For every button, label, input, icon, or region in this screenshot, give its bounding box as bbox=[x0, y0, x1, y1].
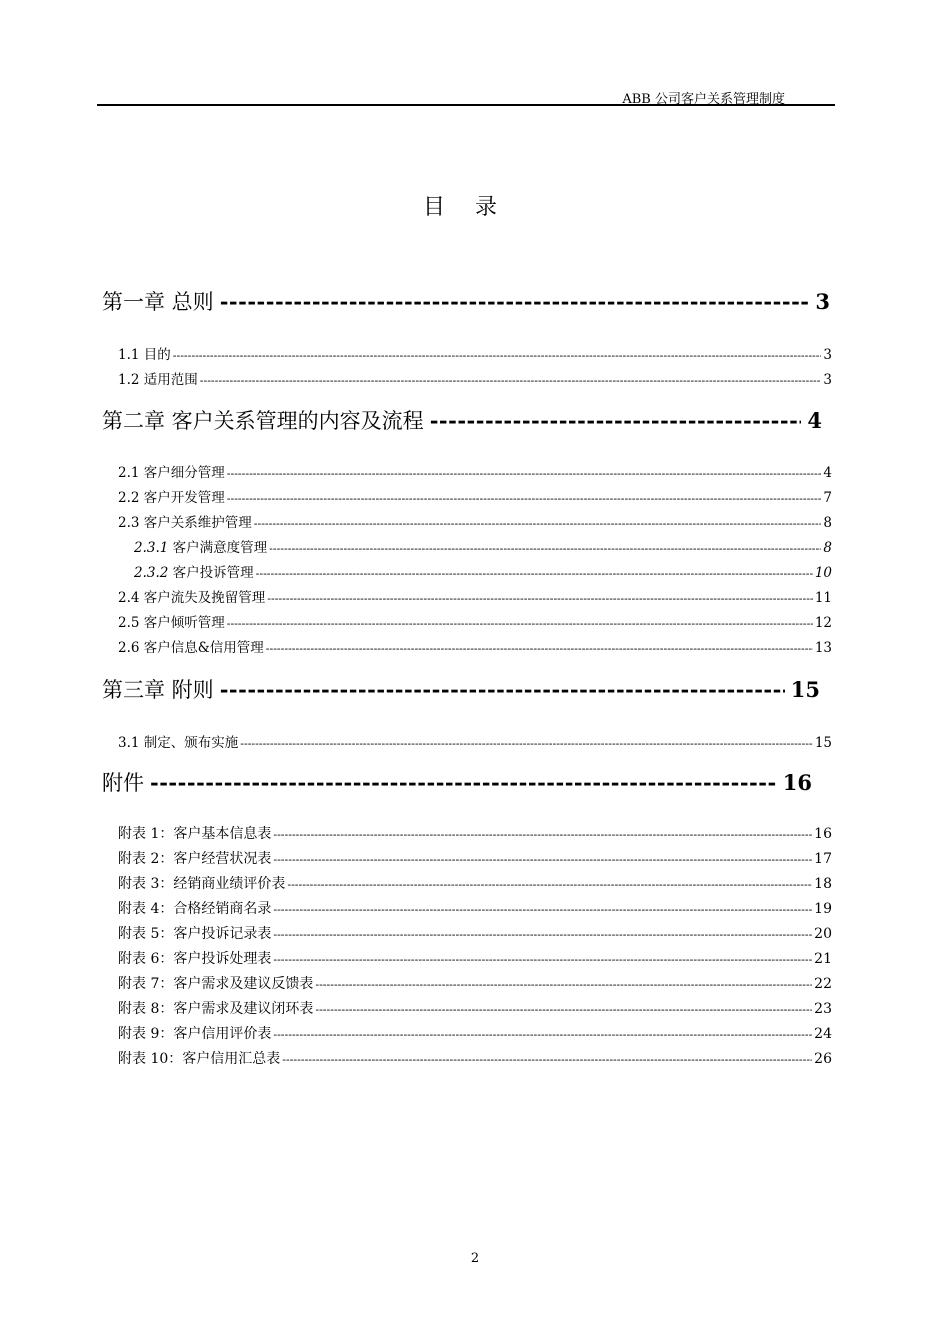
toc-page: 20 bbox=[814, 926, 832, 942]
toc-page: 11 bbox=[814, 590, 832, 606]
toc-section-label: 2.4 客户流失及挽留管理 bbox=[118, 590, 266, 606]
dot-leader bbox=[227, 492, 822, 505]
dot-leader bbox=[254, 517, 822, 530]
toc-chapter-label: 第三章 附则 bbox=[102, 678, 214, 702]
toc-page: 16 bbox=[782, 770, 812, 795]
toc-section-label: 1.2 适用范围 bbox=[118, 372, 198, 388]
toc-table-9[interactable] bbox=[118, 1023, 832, 1043]
toc-subsection-label: 客户投诉管理 bbox=[172, 565, 254, 581]
dot-leader bbox=[173, 349, 822, 362]
dot-leader bbox=[220, 289, 810, 314]
toc-section-2-4[interactable] bbox=[118, 586, 832, 606]
toc-table-label: 附表 9：客户信用评价表 bbox=[118, 1026, 272, 1042]
toc-section-label: 2.3 客户关系维护管理 bbox=[118, 515, 252, 531]
toc-subsection-2-3-2[interactable] bbox=[134, 561, 832, 581]
toc-section-label: 3.1 制定、颁布实施 bbox=[118, 735, 239, 751]
toc-table-2[interactable] bbox=[118, 848, 832, 868]
dot-leader bbox=[282, 1053, 812, 1066]
toc-table-label: 附表 8：客户需求及建议闭环表 bbox=[118, 1001, 314, 1017]
toc-page: 4 bbox=[823, 465, 832, 481]
toc-section-label: 2.6 客户信息&信用管理 bbox=[118, 640, 264, 656]
toc-section-2-6[interactable] bbox=[118, 636, 832, 656]
toc-table-label: 附表 3：经销商业绩评价表 bbox=[118, 876, 286, 892]
toc-page: 3 bbox=[823, 372, 832, 388]
dot-leader bbox=[256, 567, 813, 580]
toc-table-label: 附表 2：客户经营状况表 bbox=[118, 851, 272, 867]
toc-table-label: 附表 10：客户信用汇总表 bbox=[118, 1051, 281, 1067]
toc-section-2-2[interactable] bbox=[118, 486, 832, 506]
toc-page: 8 bbox=[823, 540, 832, 556]
dot-leader bbox=[430, 408, 802, 433]
toc-page: 26 bbox=[814, 1051, 832, 1067]
toc-page: 21 bbox=[814, 951, 832, 967]
toc-page: 13 bbox=[814, 640, 832, 656]
header-title: ABB 公司客户关系管理制度 bbox=[622, 92, 785, 107]
toc-table-5[interactable] bbox=[118, 923, 832, 943]
toc-chapter-2[interactable] bbox=[102, 405, 822, 435]
toc-subsection-2-3-1[interactable] bbox=[134, 536, 832, 556]
toc-section-label: 2.2 客户开发管理 bbox=[118, 490, 225, 506]
dot-leader bbox=[227, 617, 813, 630]
toc-table-1[interactable] bbox=[118, 823, 832, 843]
toc-table-label: 附表 4：合格经销商名录 bbox=[118, 901, 272, 917]
toc-section-1-1[interactable] bbox=[118, 343, 832, 363]
toc-section-label: 1.1 目的 bbox=[118, 347, 171, 363]
toc-table-6[interactable] bbox=[118, 948, 832, 968]
toc-page: 3 bbox=[815, 289, 830, 314]
toc-section-1-2[interactable] bbox=[118, 368, 832, 388]
toc-page: 10 bbox=[814, 565, 832, 581]
toc-table-label: 附表 1：客户基本信息表 bbox=[118, 826, 272, 842]
toc-subsection-number: 2.3.1 bbox=[134, 540, 169, 556]
dot-leader bbox=[315, 978, 812, 991]
dot-leader bbox=[266, 642, 813, 655]
toc-section-2-3[interactable] bbox=[118, 511, 832, 531]
dot-leader bbox=[273, 1028, 812, 1041]
toc-chapter-3[interactable] bbox=[102, 674, 820, 704]
toc-section-label: 2.1 客户细分管理 bbox=[118, 465, 225, 481]
dot-leader bbox=[150, 770, 777, 795]
toc-page: 17 bbox=[814, 851, 832, 867]
dot-leader bbox=[273, 903, 812, 916]
toc-table-4[interactable] bbox=[118, 898, 832, 918]
toc-chapter-label: 附件 bbox=[102, 771, 144, 795]
toc-page: 18 bbox=[814, 876, 832, 892]
toc-title: 目录 bbox=[422, 195, 527, 220]
toc-subsection-number: 2.3.2 bbox=[134, 565, 169, 581]
toc-page: 3 bbox=[823, 347, 832, 363]
toc-chapter-label: 第一章 总则 bbox=[102, 290, 214, 314]
header-rule bbox=[97, 104, 835, 106]
toc-page: 19 bbox=[814, 901, 832, 917]
dot-leader bbox=[220, 677, 785, 702]
dot-leader bbox=[273, 828, 812, 841]
toc-table-10[interactable] bbox=[118, 1048, 832, 1068]
toc-page: 24 bbox=[814, 1026, 832, 1042]
dot-leader bbox=[315, 1003, 812, 1016]
toc-page: 4 bbox=[807, 408, 822, 433]
toc-appendix[interactable] bbox=[102, 767, 812, 797]
page-number: 2 bbox=[470, 1251, 480, 1266]
toc-section-2-1[interactable] bbox=[118, 461, 832, 481]
toc-table-3[interactable] bbox=[118, 873, 832, 893]
dot-leader bbox=[269, 542, 821, 555]
dot-leader bbox=[267, 592, 813, 605]
toc-page: 23 bbox=[814, 1001, 832, 1017]
dot-leader bbox=[240, 737, 813, 750]
toc-page: 7 bbox=[823, 490, 832, 506]
toc-page: 16 bbox=[814, 826, 832, 842]
toc-section-label: 2.5 客户倾听管理 bbox=[118, 615, 225, 631]
toc-section-2-5[interactable] bbox=[118, 611, 832, 631]
toc-page: 15 bbox=[814, 735, 832, 751]
dot-leader bbox=[273, 928, 812, 941]
toc-table-7[interactable] bbox=[118, 973, 832, 993]
dot-leader bbox=[227, 467, 822, 480]
toc-page: 8 bbox=[823, 515, 832, 531]
toc-chapter-1[interactable] bbox=[102, 286, 830, 316]
toc-subsection-label: 客户满意度管理 bbox=[172, 540, 268, 556]
dot-leader bbox=[273, 953, 812, 966]
toc-table-label: 附表 6：客户投诉处理表 bbox=[118, 951, 272, 967]
dot-leader bbox=[273, 853, 812, 866]
toc-page: 22 bbox=[814, 976, 832, 992]
toc-chapter-label: 第二章 客户关系管理的内容及流程 bbox=[102, 409, 424, 433]
toc-table-8[interactable] bbox=[118, 998, 832, 1018]
toc-table-label: 附表 7：客户需求及建议反馈表 bbox=[118, 976, 314, 992]
toc-section-3-1[interactable] bbox=[118, 731, 832, 751]
toc-page: 15 bbox=[790, 677, 820, 702]
toc-table-label: 附表 5：客户投诉记录表 bbox=[118, 926, 272, 942]
dot-leader bbox=[200, 374, 822, 387]
dot-leader bbox=[287, 878, 812, 891]
toc-page: 12 bbox=[814, 615, 832, 631]
